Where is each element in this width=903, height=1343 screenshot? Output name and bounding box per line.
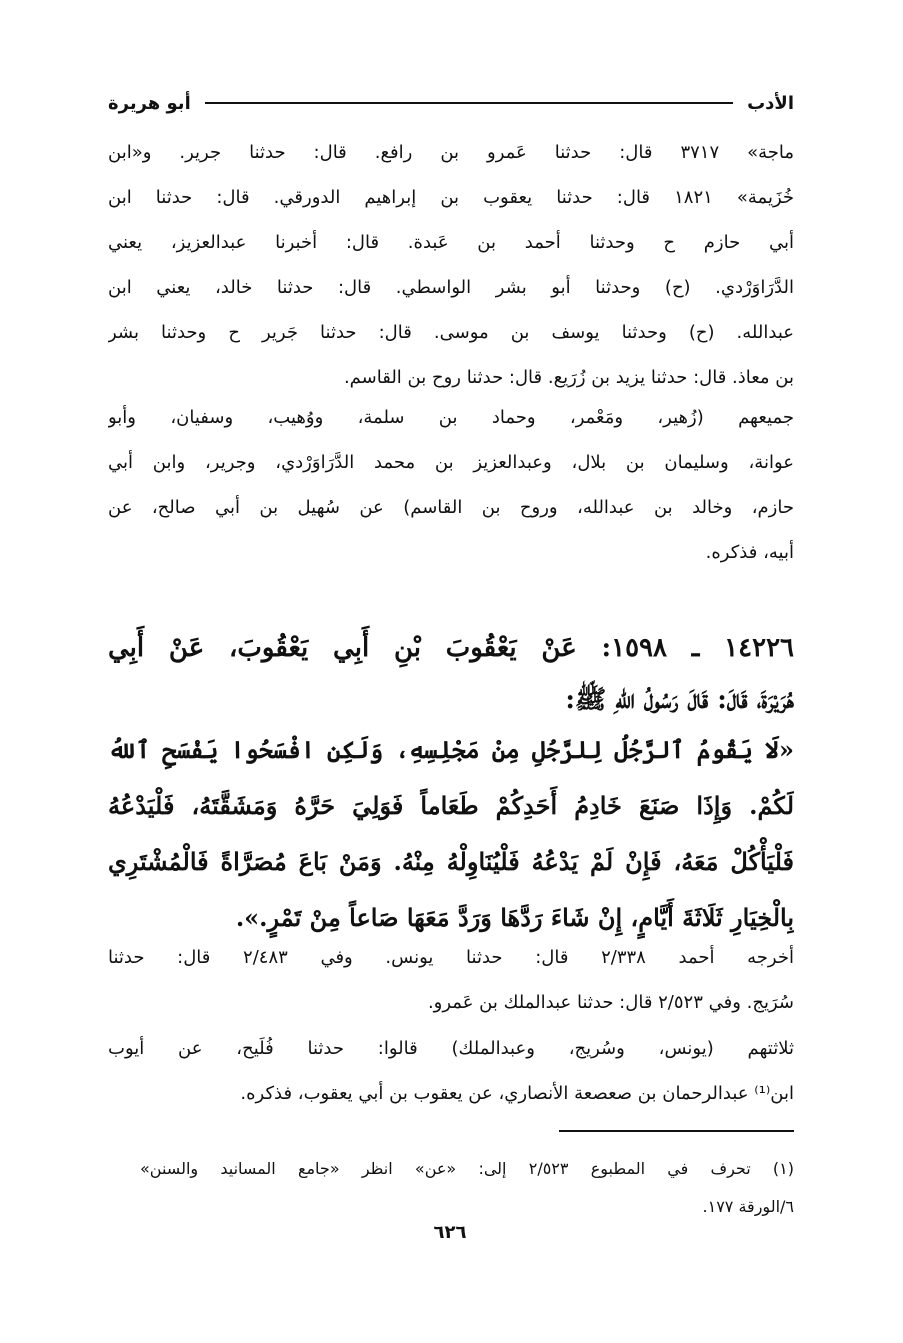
matn-line: فَلْيَأْكُلْ مَعَهُ، فَإِنْ لَمْ يَدْعُهُ فَلْيُنَاوِلْهُ مِنْهُ. وَمَنْ بَاعَ مُصَرَّاةً فَالْمُشْتَرِي [108, 847, 794, 876]
page-number: ٦٢٦ [433, 1222, 467, 1243]
matn-line: لَكُمْ. وَإِذَا صَنَعَ خَادِمُ أَحَدِكُمْ طَعَاماً فَوَلِيَ حَرَّهُ وَمَشَقَّتَهُ، فَلْيَدْعُهُ [108, 791, 794, 820]
footnote-line: ٦/الورقة ١٧٧. [702, 1197, 794, 1216]
hadith-heading-line: هُرَيْرَةَ، قَالَ: قَالَ رَسُولُ اللهِ ﷺ: [565, 685, 794, 715]
text-line: ماجة» ٣٧١٧ قال: حدثنا عَمرو بن رافع. قال: حدثنا جرير. و«ابن [108, 142, 794, 163]
text-line: ابن⁽¹⁾ عبدالرحمان بن صعصعة الأنصاري، عن يعقوب بن أبي يعقوب، فذكره. [240, 1083, 794, 1104]
footnote [140, 1150, 794, 1226]
text-line: أبي حازم ح وحدثنا أحمد بن عَبدة. قال: أخبرنا عبدالعزيز، يعني [108, 232, 794, 253]
takhrij-block-1 [108, 935, 794, 1025]
text-line: جميعهم (زُهير، ومَعْمر، وحماد بن سلمة، ووُهيب، وسفيان، وأبو [108, 407, 794, 428]
text-line: عوانة، وسليمان بن بلال، وعبدالعزيز بن محمد الدَّرَاوَرْدي، وجرير، وابن أبي [108, 452, 794, 473]
text-line: خُزَيمة» ١٨٢١ قال: حدثنا يعقوب بن إبراهيم الدورقي. قال: حدثنا ابن [108, 187, 794, 208]
running-head-chapter: الأدب [747, 92, 794, 114]
takhrij-block-2 [108, 1026, 794, 1116]
text-line: ثلاثتهم (يونس، وسُريج، وعبدالملك) قالوا: حدثنا فُلَيح، عن أيوب [108, 1038, 794, 1059]
running-head [108, 88, 794, 118]
text-line: أخرجه أحمد ٢/٣٣٨ قال: حدثنا يونس. وفي ٢/٤٨٣ قال: حدثنا [108, 947, 794, 968]
footnote-line: (١) تحرف في المطبوع ٢/٥٢٣ إلى: «عن» انظر «جامع المسانيد والسنن» [140, 1159, 794, 1178]
hadith-number-line: ١٤٢٢٦ ـ ١٥٩٨: عَنْ يَعْقُوبَ بْنِ أَبِي يَعْقُوبَ، عَنْ أَبِي [108, 633, 794, 663]
matn-line: «لَا يَقُومُ ٱلرَّجُلُ لِلرَّجُلِ مِنْ مَجْلِسِهِ، وَلَكِن افْسَحُوا يَفْسَحِ ٱللهُ [108, 735, 794, 764]
hadith-matn [108, 722, 794, 946]
isnad-block-1 [108, 130, 794, 400]
footnote-separator [559, 1130, 794, 1132]
text-line: سُرَيج. وفي ٢/٥٢٣ قال: حدثنا عبدالملك بن عَمرو. [427, 992, 794, 1013]
text-line: الدَّرَاوَرْدي. (ح) وحدثنا أبو بشر الواسطي. قال: حدثنا خالد، يعني ابن [108, 277, 794, 298]
matn-line: بِالْخِيَارِ ثَلَاثَةَ أَيَّامٍ، إِنْ شَاءَ رَدَّهَا وَرَدَّ مَعَهَا صَاعاً مِنْ تَمْرٍ.». [235, 903, 794, 932]
text-line: أبيه، فذكره. [705, 542, 794, 563]
running-head-companion: أبو هريرة [108, 92, 191, 114]
text-line: بن معاذ. قال: حدثنا يزيد بن زُرَيع. قال: حدثنا روح بن القاسم. [343, 367, 794, 388]
text-line: عبدالله. (ح) وحدثنا يوسف بن موسى. قال: حدثنا جَرير ح وحدثنا بشر [108, 322, 794, 343]
text-line: حازم، وخالد بن عبدالله، وروح بن القاسم) عن سُهيل بن أبي صالح، عن [108, 497, 794, 518]
running-head-rule [205, 102, 733, 104]
hadith-heading [108, 622, 794, 726]
isnad-block-2 [108, 395, 794, 575]
